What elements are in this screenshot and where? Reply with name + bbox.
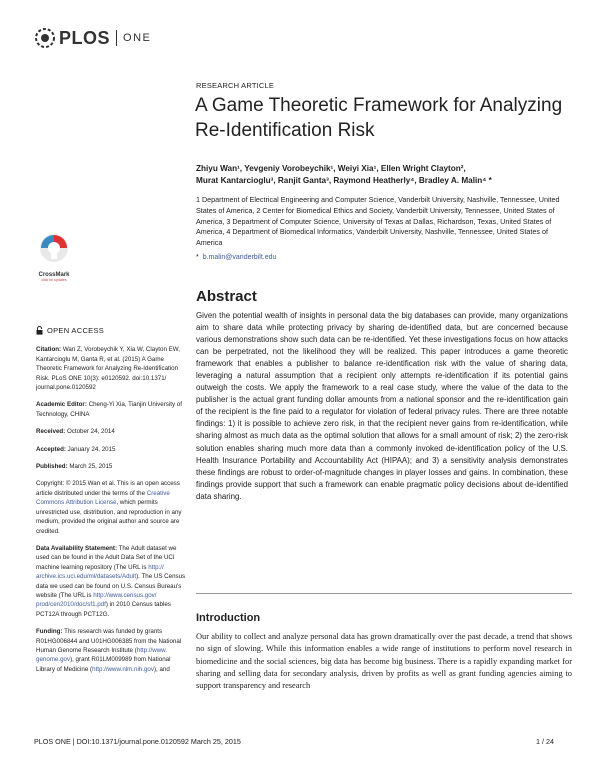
open-access-label: OPEN ACCESS xyxy=(47,326,105,335)
author-list xyxy=(196,163,566,187)
census-link[interactable]: http://www.census.gov/ prod/cen2010/doc/sf1.pdf xyxy=(36,591,157,609)
crossmark-badge[interactable] xyxy=(34,232,74,282)
section-divider xyxy=(196,593,572,594)
title-line-2: Re-Identification Risk xyxy=(195,120,375,141)
data-availability-text-end: ) in 2010 Census tables PCT12A through PCT12G. xyxy=(36,601,171,618)
received-label: Received: xyxy=(36,428,66,436)
data-availability-text-mid: ). The US Census data we used can be found on U.S. Census Bureau's website (The URL is xyxy=(36,573,186,599)
published-block xyxy=(36,462,188,471)
affiliations: 1 Department of Electrical Engineering and Computer Science, Vanderbilt University, Nashville, Tennessee, United States of America, 2 Center for Biomedical Ethics and Society, Vanderbilt University, Tennessee, United States of America, 3 Department of Computer Science, University of Texas at Dallas, Richardson, Texas, United States of America, 4 Department of Biomedical Informatics, Vanderbilt University, Nashville, Tennessee, United States of America xyxy=(196,195,560,248)
editor-label: Academic Editor: xyxy=(36,401,87,409)
copyright-text: Copyright: © 2015 Wan et al. This is an open access article distributed under the terms of the xyxy=(36,480,180,497)
editor-block xyxy=(36,400,188,419)
crossmark-label: CrossMark xyxy=(38,272,70,278)
article-title xyxy=(195,93,575,143)
brand-separator xyxy=(116,30,117,46)
page-number: 1 / 24 xyxy=(536,737,554,746)
email-link[interactable]: b.malin@vanderbilt.edu xyxy=(202,254,277,261)
uci-dataset-link[interactable]: http:// archive.ics.uci.edu/ml/datasets/Adult xyxy=(36,563,164,581)
corresponding-email xyxy=(196,254,276,261)
received-block xyxy=(36,427,188,436)
copyright-text-end: , which permits unrestricted use, distribution, and reproduction in any medium, provided the original author and source are credited. xyxy=(36,499,182,535)
brand-name: PLOS xyxy=(59,27,111,48)
open-access-badge xyxy=(36,326,188,335)
crossmark-icon xyxy=(38,232,70,266)
funding-block xyxy=(36,627,188,674)
published-date: March 25, 2015 xyxy=(67,463,113,471)
license-link[interactable]: Creative Commons Attribution License xyxy=(36,489,170,507)
funding-label: Funding: xyxy=(36,628,63,636)
crossmark-sublabel: click for updates xyxy=(41,278,67,282)
nlm-link[interactable]: http://www.nlm.nih.gov xyxy=(92,665,154,673)
published-label: Published: xyxy=(36,463,68,471)
introduction-text: Our ability to collect and analyze personal data has grown dramatically over the past decade, a trend that shows no sign of slowing. While this information enables a wide range of institutions to perform novel research in biomedicine and the social sciences, big data has become big business. There is a rapidly expanding market for sharing and selling data for secondary analysis, driven by profits as well as grant funding agencies aiming to support transparency and research xyxy=(196,632,572,691)
journal-name: ONE xyxy=(123,32,152,44)
page-footer xyxy=(34,737,554,746)
open-lock-icon xyxy=(36,326,43,335)
abstract-heading: Abstract xyxy=(196,288,257,305)
citation-text: Wan Z, Vorobeychik Y, Xia W, Clayton EW, Kantarcioglu M, Ganta R, et al. (2015) A Game Theoretic Framework for Analyzing Re-Identification Risk. PLoS ONE 10(3): e0120592. doi:10.1371/ journal.pone.0120592 xyxy=(36,346,180,392)
footer-citation: PLOS ONE | DOI:10.1371/journal.pone.0120592 March 25, 2015 xyxy=(34,737,241,746)
introduction-heading: Introduction xyxy=(196,612,261,624)
accepted-label: Accepted: xyxy=(36,445,66,453)
authors-line-2: Murat Kantarcioglu³, Ranjit Ganta³, Raymond Heatherly⁴, Bradley A. Malin⁴ * xyxy=(196,176,492,185)
editor-text: Cheng-Yi Xia, Tianjin University of Technology, CHINA xyxy=(36,401,182,418)
copyright-block xyxy=(36,479,188,535)
accepted-block xyxy=(36,445,188,454)
funding-text: This research was funded by grants R01HG006844 and U01HG006385 from the National Human Genome Research Institute ( xyxy=(36,628,182,654)
authors-line-1: Zhiyu Wan¹, Yevgeniy Vorobeychik¹, Weiyi Xia¹, Ellen Wright Clayton², xyxy=(196,164,466,173)
received-date: October 24, 2014 xyxy=(65,428,115,436)
citation-label: Citation: xyxy=(36,346,62,354)
article-type: RESEARCH ARTICLE xyxy=(196,81,275,90)
plos-one-logo[interactable] xyxy=(34,27,151,49)
data-availability-label: Data Availability Statement: xyxy=(36,544,118,552)
data-availability-text: The Adult dataset we used can be found in the Adult Data Set of the UCI machine learning repository (The URL is xyxy=(36,544,177,571)
accepted-date: January 24, 2015 xyxy=(65,445,116,453)
title-line-1: A Game Theoretic Framework for Analyzing xyxy=(195,95,563,116)
funding-text-end: ), and xyxy=(153,665,170,673)
funding-text-mid: ), grant R01LM009989 from National Library of Medicine ( xyxy=(36,656,171,673)
article-metadata-sidebar xyxy=(36,326,188,682)
abstract-text: Given the potential wealth of insights in personal data the big databases can provide, many organizations aim to share data while protecting privacy by sharing de-identified data, but are concerned because various demonstrations show such data can be re-identified. Yet these investigations focus on how attacks can be perpetrated, not the likelihood they will be realized. This paper introduces a game theoretic framework that enables a publisher to balance re-identification risk with the value of sharing data, leveraging a natural assumption that a recipient only attempts re-identification if its potential gains outweigh the costs. We apply the framework to a real case study, where the value of the data to the publisher is the actual grant funding dollar amounts from a national sponsor and the re-identification gain of the recipient is the fine paid to a regulator for violation of federal privacy rules. There are three notable findings: 1) it is possible to achieve zero risk, in that the recipient never gains from re-identification, while sharing almost as much data as the optimal solution that allows for a small amount of risk; 2) the zero-risk solution enables sharing much more data than a commonly invoked de-identification policy of the U.S. Health Insurance Portability and Accountability Act (HIPAA); and 3) a sensitivity analysis demonstrates these findings are robust to order-of-magnitude changes in player losses and gains. In combination, these findings provide support that such a framework can enable pragmatic policy decisions about de-identified data sharing. xyxy=(196,311,568,501)
data-availability-block xyxy=(36,544,188,619)
plos-logo-icon xyxy=(34,27,56,49)
genome-link[interactable]: http://www. genome.gov xyxy=(36,646,168,664)
citation-block xyxy=(36,345,188,392)
corresponding-marker: * xyxy=(196,254,199,261)
